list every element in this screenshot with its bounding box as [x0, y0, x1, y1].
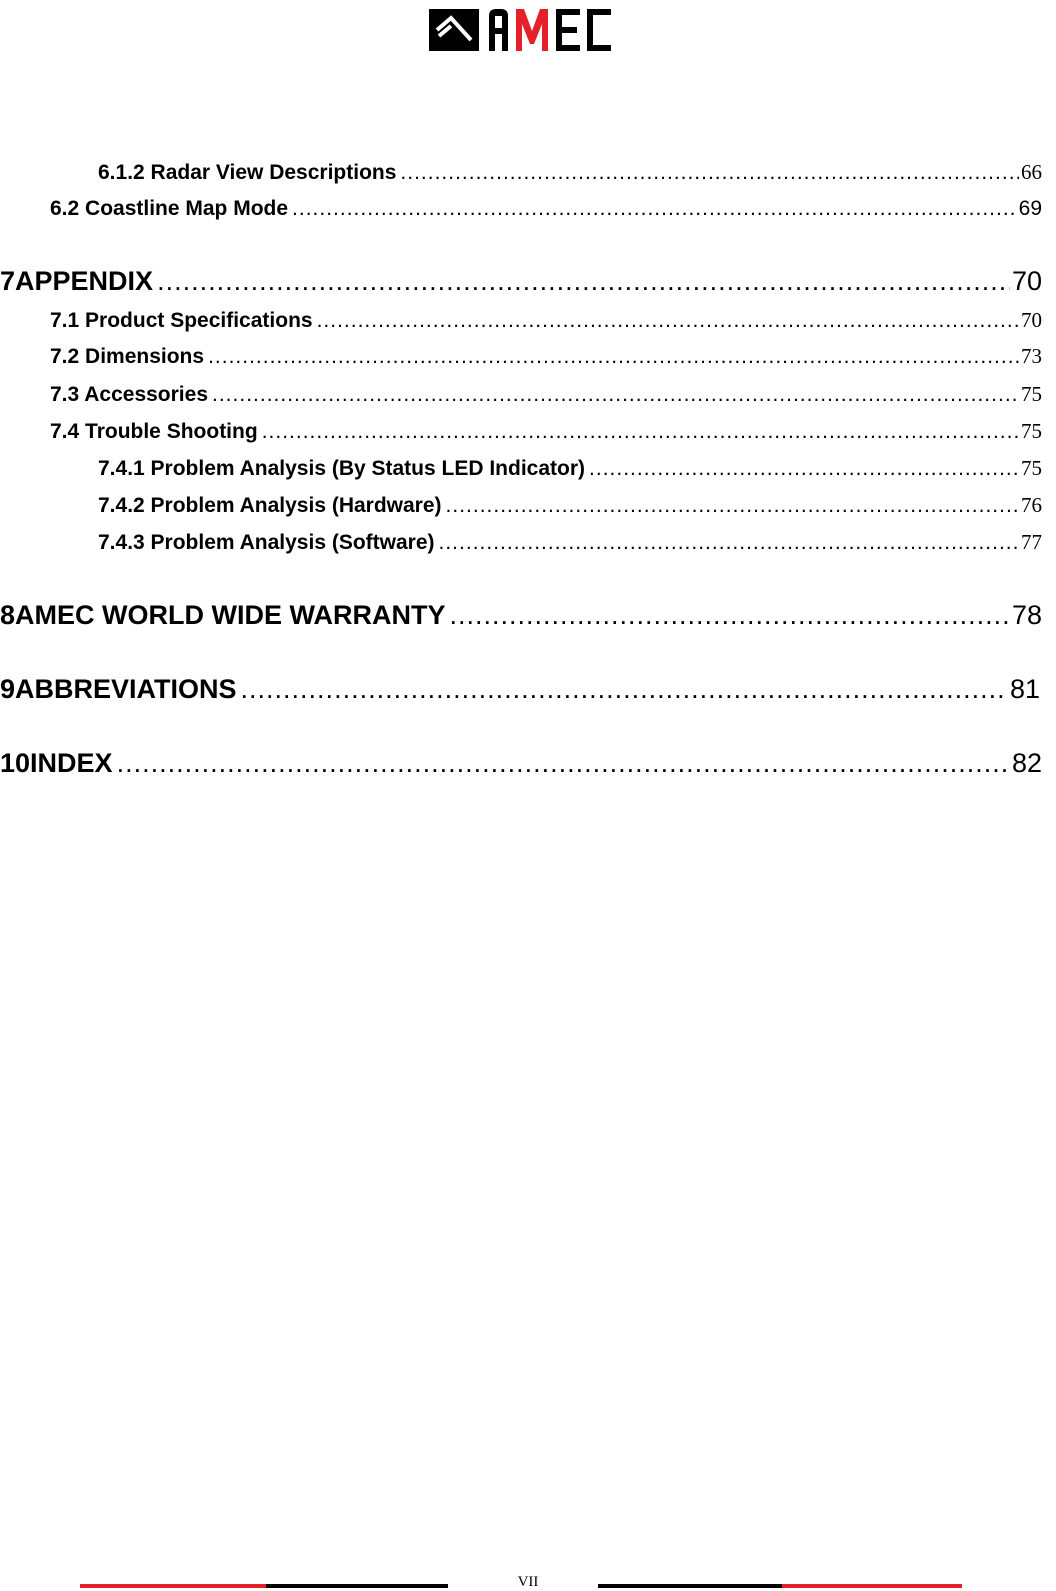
toc-entry-title: 6.2 Coastline Map Mode — [50, 197, 289, 220]
toc-leader — [262, 420, 1019, 444]
toc-leader — [208, 345, 1019, 369]
toc-entry-title: 7.1 Product Specifications — [50, 309, 313, 332]
toc-chapter-number: 8 — [0, 600, 16, 630]
toc-chapter[interactable] — [0, 600, 1042, 631]
toc-chapter-number: 9 — [0, 674, 16, 704]
footer-bar-black-left — [266, 1584, 448, 1588]
toc-entry-page: 82 — [1011, 748, 1042, 778]
toc-entry-title: 7.4.1 Problem Analysis (By Status LED Indicator) — [98, 457, 586, 480]
toc-leader — [400, 161, 1019, 185]
toc-leader — [589, 457, 1019, 481]
footer-bar-black-right — [598, 1584, 782, 1588]
toc-leader — [446, 494, 1019, 518]
footer-bar-red-left — [80, 1584, 266, 1588]
toc-entry-page: 66 — [1021, 160, 1042, 184]
toc-entry-title: AMEC WORLD WIDE WARRANTY — [15, 600, 446, 630]
toc-leader — [157, 266, 1010, 297]
toc-entry-page: 81 — [1009, 674, 1040, 704]
toc-leader — [439, 531, 1019, 555]
toc-leader — [292, 197, 1017, 221]
toc-entry-title: 7.4.2 Problem Analysis (Hardware) — [98, 494, 442, 517]
toc-entry-title: 7.4 Trouble Shooting — [50, 420, 258, 443]
toc-entry-page: 75 — [1021, 419, 1042, 443]
toc-entry[interactable] — [50, 419, 1042, 444]
toc-leader — [317, 309, 1019, 333]
toc-entry-page: 78 — [1011, 600, 1042, 630]
toc-chapter[interactable] — [0, 266, 1042, 297]
toc-entry-page: 75 — [1021, 382, 1042, 406]
toc-leader — [241, 674, 1008, 705]
toc-entry-title: 7.3 Accessories — [50, 383, 209, 406]
toc-entry-title: 7.2 Dimensions — [50, 345, 205, 368]
toc-leader — [117, 748, 1010, 779]
toc-entry-page: 73 — [1021, 344, 1042, 368]
toc-leader — [450, 600, 1010, 631]
toc-entry-page: 69 — [1018, 197, 1042, 220]
toc-chapter[interactable] — [0, 748, 1042, 779]
toc-entry-page: 70 — [1021, 308, 1042, 332]
toc-chapter-number: 10 — [0, 748, 31, 778]
toc-entry[interactable] — [50, 382, 1042, 407]
toc-entry-title: APPENDIX — [15, 266, 154, 296]
toc-entry-title: 7.4.3 Problem Analysis (Software) — [98, 531, 435, 554]
toc-entry-title: INDEX — [30, 748, 113, 778]
toc-entry-page: 70 — [1011, 266, 1042, 296]
toc-entry-page: 75 — [1021, 456, 1042, 480]
toc-leader — [212, 383, 1019, 407]
toc-entry[interactable] — [98, 530, 1042, 555]
toc-chapter-number: 7 — [0, 266, 16, 296]
footer-bar-red-right — [782, 1584, 962, 1588]
toc-entry-title: 6.1.2 Radar View Descriptions — [98, 161, 397, 184]
toc-entry-page: 77 — [1021, 530, 1042, 554]
toc-chapter[interactable] — [0, 674, 1040, 705]
toc-entry-title: ABBREVIATIONS — [15, 674, 237, 704]
toc-entry[interactable] — [50, 308, 1042, 333]
toc-entry[interactable] — [98, 160, 1042, 185]
toc-entry[interactable] — [98, 456, 1042, 481]
toc-entry-page: 76 — [1021, 493, 1042, 517]
toc-entry[interactable] — [98, 493, 1042, 518]
toc-entry[interactable] — [50, 197, 1042, 221]
page-number: VII — [517, 1574, 539, 1590]
toc-entry[interactable] — [50, 344, 1042, 369]
amec-logo — [429, 6, 615, 54]
